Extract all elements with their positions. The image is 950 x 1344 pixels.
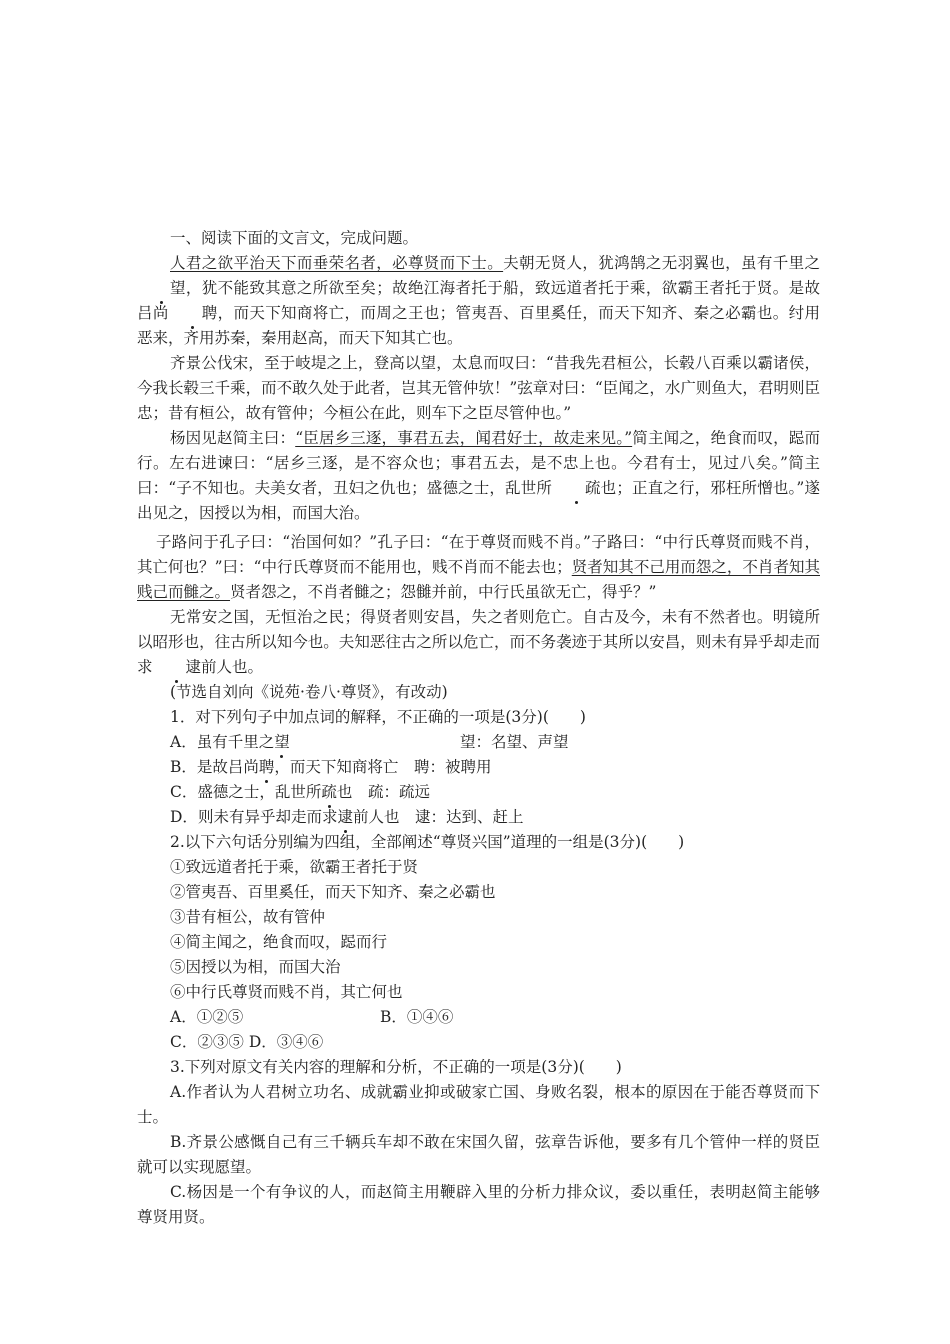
question-2-item: ①致远道者托于乘，欲霸王者托于贤 (170, 858, 419, 876)
dotted-word: 聘 (259, 755, 275, 780)
question-2-item: ⑥中行氏尊贤而贱不肖，其亡何也 (170, 983, 403, 1001)
question-1-option-a: A．虽有千里之望 望：名望、声望 (137, 730, 820, 755)
dotted-word: 疏 (552, 476, 601, 501)
dotted-word: 疏 (321, 780, 337, 805)
question-1-option-b: B．是故吕尚聘，而天下知商将亡 聘：被聘用 (137, 755, 820, 780)
question-1-option-d: D．则未有异乎却走而求逮前人也 逮：达到、赶上 (137, 805, 820, 830)
question-1-option-c: C．盛德之士，乱世所疏也 疏：疏远 (137, 780, 820, 805)
question-3-option-a: A.作者认为人君树立功名、成就霸业抑或破家亡国、身败名裂，根本的原因在于能否尊贤而下士。 (137, 1083, 820, 1126)
source-citation: (节选自刘向《说苑·卷八·尊贤》，有改动) (170, 683, 448, 701)
underlined-sentence: 贤者知其不己用而怨之，不肖者知其贱己而雠之。 (137, 558, 820, 601)
passage-paragraph-5: 无常安之国，无恒治之民；得贤者则安昌，失之者则危亡。自古及今，未有不然者也。明镜所以昭形也，往古所以知今也。夫知恶往古之所以危亡，而不务袭迹于其所以安昌，则未有异乎却走而求 逮前人也。 (137, 605, 820, 680)
question-3-option-b: B.齐景公感慨自己有三千辆兵车却不敢在宋国久留，弦章告诉他，要多有几个管仲一样的贤臣就可以实现愿望。 (137, 1133, 820, 1176)
dotted-word: 望 (137, 276, 186, 301)
question-2-item: ④简主闻之，绝食而叹，跽而行 (170, 933, 388, 951)
passage-paragraph-3: 杨因见赵简主曰：“臣居乡三逐，事君五去，闻君好士，故走来见。”简主闻之，绝食而叹，跽而行。左右进谏曰：“居乡三逐，是不容众也；事君五去，是不忠上也。今君有士，见过八矣。”简主曰：“子不知也。夫美女者，丑妇之仇也；盛德之士，乱世所 疏也；正直之行，邪枉所憎也。”遂出见之，因授以为相，而国大治。 (137, 429, 820, 522)
question-2-options-ab (137, 1005, 820, 1030)
document-page (137, 226, 820, 1230)
section-title: 一、阅读下面的文言文，完成问题。 (170, 229, 419, 247)
question-2-stem: 2.以下六句话分别编为四组，全部阐述“尊贤兴国”道理的一组是(3分)( ) (170, 833, 685, 851)
question-2-item: ②管夷吾、百里奚任，而天下知齐、秦之必霸也 (170, 883, 496, 901)
passage-paragraph-2: 齐景公伐宋，至于岐堤之上，登高以望，太息而叹曰：“昔我先君桓公，长毂八百乘以霸诸侯，今我长毂三千乘，而不敢久处于此者，岂其无管仲欤！”弦章对曰：“臣闻之，水广则鱼大，君明则臣忠；昔有桓公，故有管仲；今桓公在此，则车下之臣尽管仲也。” (137, 354, 820, 422)
question-2-option-c: C．②③⑤ (170, 1033, 244, 1051)
dotted-word: 逮 (153, 655, 202, 680)
question-2-option-a: A．①②⑤ (170, 1008, 244, 1026)
question-2-option-b: B．①④⑥ (380, 1008, 454, 1026)
question-2-item: ③昔有桓公，故有管仲 (170, 908, 326, 926)
underlined-sentence: 人君之欲平治天下而垂荣名者，必尊贤而下士。 (170, 254, 504, 272)
question-1-stem: 1．对下列句子中加点词的解释，不正确的一项是(3分)( ) (170, 708, 586, 726)
dotted-word: 聘 (169, 301, 218, 326)
question-2-item: ⑤因授以为相，而国大治 (170, 958, 341, 976)
passage-paragraph-1: 人君之欲平治天下而垂荣名者，必尊贤而下士。夫朝无贤人，犹鸿鹄之无羽翼也，虽有千里之望，犹不能致其意之所欲至矣；故绝江海者托于船，致远道者托于乘，欲霸王者托于贤。是故吕尚 聘，而天下知商将亡，而周之王也；管夷吾、百里奚任，而天下知齐、秦之必霸也。纣用恶来，齐用苏秦，秦用赵高，而天下知其亡也。 (137, 254, 820, 347)
question-2-options-cd (137, 1030, 820, 1055)
underlined-sentence: “臣居乡三逐，事君五去，闻君好士，故走来见。” (295, 429, 633, 447)
question-3-stem: 3.下列对原文有关内容的理解和分析，不正确的一项是(3分)( ) (170, 1058, 622, 1076)
passage-paragraph-4: 子路问于孔子曰：“治国何如？”孔子曰：“在于尊贤而贱不肖。”子路曰：“中行氏尊贤而贱不肖，其亡何也？”曰：“中行氏尊贤而不能用也，贱不肖而不能去也；贤者知其不己用而怨之，不肖者知其贱己而雠之。贤者怨之，不肖者雠之；怨雠并前，中行氏虽欲无亡，得乎？” (137, 533, 820, 601)
question-2-option-d: D．③④⑥ (248, 1033, 324, 1051)
dotted-word: 逮 (337, 805, 353, 830)
dotted-word: 望 (274, 730, 290, 755)
question-3-option-c: C.杨因是一个有争议的人，而赵简主用鞭辟入里的分析力排众议，委以重任，表明赵简主能够尊贤用贤。 (137, 1183, 820, 1226)
